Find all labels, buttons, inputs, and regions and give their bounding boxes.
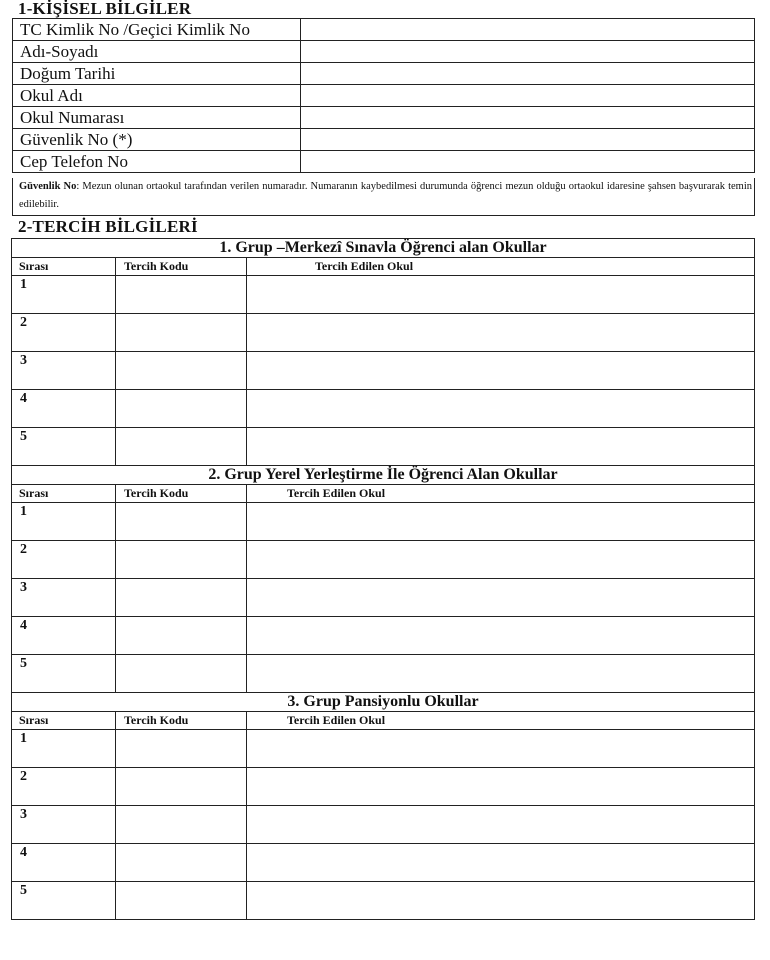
preference-row	[12, 276, 755, 314]
column-header-school: Tercih Edilen Okul	[247, 712, 755, 730]
personal-field-row	[13, 85, 755, 107]
field-label: Doğum Tarihi	[13, 63, 301, 85]
personal-field-row	[13, 41, 755, 63]
preference-order: 5	[12, 655, 116, 693]
preference-row	[12, 844, 755, 882]
field-value[interactable]	[301, 85, 755, 107]
preference-school-cell[interactable]	[247, 655, 755, 693]
preference-code-cell[interactable]	[116, 844, 247, 882]
preference-school-cell[interactable]	[247, 768, 755, 806]
preference-order: 1	[12, 276, 116, 314]
column-header-code: Tercih Kodu	[116, 258, 247, 276]
preference-code-cell[interactable]	[116, 276, 247, 314]
preference-row	[12, 503, 755, 541]
preference-school-cell[interactable]	[247, 882, 755, 920]
preference-order: 1	[12, 503, 116, 541]
preference-school-cell[interactable]	[247, 844, 755, 882]
preference-row	[12, 314, 755, 352]
preference-code-cell[interactable]	[116, 768, 247, 806]
preference-school-cell[interactable]	[247, 806, 755, 844]
preferences-heading: 2-TERCİH BİLGİLERİ	[18, 217, 198, 236]
preference-code-cell[interactable]	[116, 730, 247, 768]
preference-order: 5	[12, 882, 116, 920]
column-header-row	[12, 258, 755, 276]
preference-code-cell[interactable]	[116, 314, 247, 352]
field-value[interactable]	[301, 107, 755, 129]
preference-order: 3	[12, 579, 116, 617]
group-title-row	[12, 693, 755, 712]
preference-code-cell[interactable]	[116, 503, 247, 541]
group-title: 1. Grup –Merkezî Sınavla Öğrenci alan Okullar	[12, 239, 755, 258]
preference-code-cell[interactable]	[116, 655, 247, 693]
preference-row	[12, 730, 755, 768]
preference-order: 2	[12, 541, 116, 579]
preference-row	[12, 428, 755, 466]
preference-code-cell[interactable]	[116, 541, 247, 579]
preference-order: 4	[12, 617, 116, 655]
field-value[interactable]	[301, 129, 755, 151]
preference-row	[12, 882, 755, 920]
preference-row	[12, 617, 755, 655]
group-title: 2. Grup Yerel Yerleştirme İle Öğrenci Alan Okullar	[12, 466, 755, 485]
preference-school-cell[interactable]	[247, 503, 755, 541]
preference-order: 3	[12, 806, 116, 844]
group-title: 3. Grup Pansiyonlu Okullar	[12, 693, 755, 712]
preference-school-cell[interactable]	[247, 352, 755, 390]
column-header-row	[12, 712, 755, 730]
column-header-school: Tercih Edilen Okul	[247, 485, 755, 503]
field-value[interactable]	[301, 151, 755, 173]
preference-code-cell[interactable]	[116, 579, 247, 617]
preference-order: 4	[12, 390, 116, 428]
personal-info-heading: 1-KİŞİSEL BİLGİLER	[18, 0, 192, 18]
preference-code-cell[interactable]	[116, 617, 247, 655]
personal-field-row	[13, 107, 755, 129]
field-label: TC Kimlik No /Geçici Kimlik No	[13, 19, 301, 41]
preference-order: 2	[12, 768, 116, 806]
preference-code-cell[interactable]	[116, 428, 247, 466]
preference-school-cell[interactable]	[247, 428, 755, 466]
preference-row	[12, 390, 755, 428]
preference-code-cell[interactable]	[116, 806, 247, 844]
preference-school-cell[interactable]	[247, 541, 755, 579]
preference-code-cell[interactable]	[116, 352, 247, 390]
preference-row	[12, 655, 755, 693]
preference-row	[12, 579, 755, 617]
preference-school-cell[interactable]	[247, 314, 755, 352]
field-label: Adı-Soyadı	[13, 41, 301, 63]
group-title-row	[12, 239, 755, 258]
preferences-table	[11, 238, 755, 920]
preference-school-cell[interactable]	[247, 730, 755, 768]
preference-order: 2	[12, 314, 116, 352]
column-header-code: Tercih Kodu	[116, 485, 247, 503]
preference-order: 1	[12, 730, 116, 768]
field-value[interactable]	[301, 19, 755, 41]
column-header-school: Tercih Edilen Okul	[247, 258, 755, 276]
preference-row	[12, 806, 755, 844]
field-value[interactable]	[301, 63, 755, 85]
field-value[interactable]	[301, 41, 755, 63]
column-header-order: Sırası	[12, 258, 116, 276]
field-label: Cep Telefon No	[13, 151, 301, 173]
note-text: : Mezun olunan ortaokul tarafından verilen numaradır. Numaranın kaybedilmesi durumunda öğrenci mezun olduğu ortaokul idaresine şahsen başvurarak temin edilebilir.	[19, 181, 752, 210]
personal-field-row	[13, 151, 755, 173]
field-label: Okul Adı	[13, 85, 301, 107]
preference-school-cell[interactable]	[247, 617, 755, 655]
personal-field-row	[13, 19, 755, 41]
field-label: Güvenlik No (*)	[13, 129, 301, 151]
group-title-row	[12, 466, 755, 485]
column-header-row	[12, 485, 755, 503]
column-header-order: Sırası	[12, 485, 116, 503]
security-number-note	[12, 178, 755, 216]
preference-row	[12, 768, 755, 806]
preference-order: 5	[12, 428, 116, 466]
preference-school-cell[interactable]	[247, 390, 755, 428]
personal-field-row	[13, 129, 755, 151]
preference-row	[12, 352, 755, 390]
preference-school-cell[interactable]	[247, 579, 755, 617]
personal-info-table	[12, 18, 755, 173]
personal-field-row	[13, 63, 755, 85]
preference-order: 3	[12, 352, 116, 390]
field-label: Okul Numarası	[13, 107, 301, 129]
preference-code-cell[interactable]	[116, 882, 247, 920]
preference-code-cell[interactable]	[116, 390, 247, 428]
preference-school-cell[interactable]	[247, 276, 755, 314]
column-header-code: Tercih Kodu	[116, 712, 247, 730]
preference-row	[12, 541, 755, 579]
preference-order: 4	[12, 844, 116, 882]
note-term: Güvenlik No	[19, 181, 77, 192]
column-header-order: Sırası	[12, 712, 116, 730]
